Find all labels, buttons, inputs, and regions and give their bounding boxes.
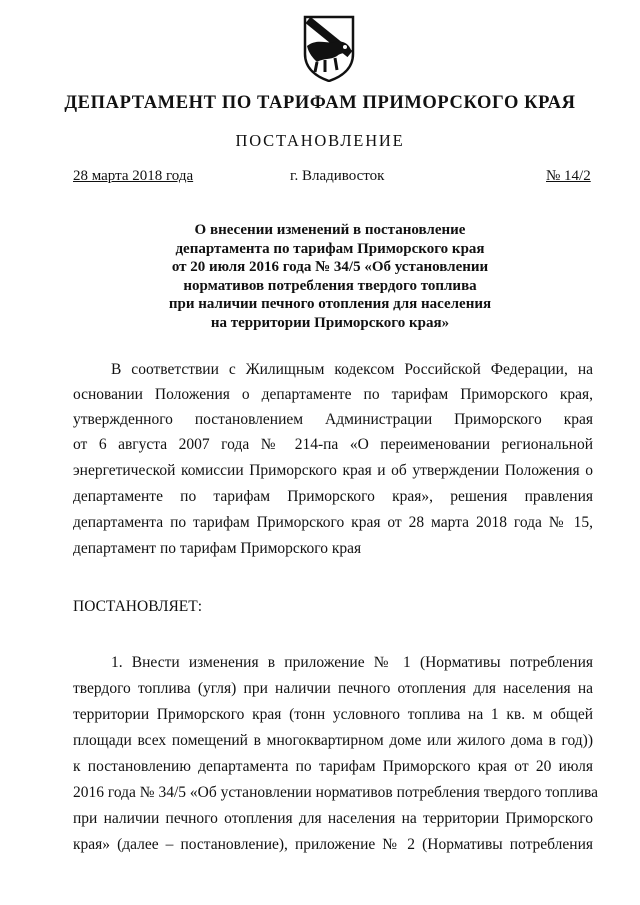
document-subject [150,221,510,332]
preamble-line: департамент по тарифам Приморского края [73,540,362,557]
document-type: ПОСТАНОВЛЕНИЕ [235,131,405,150]
clause-line: к постановлению департамента по тарифам Приморского края от 20 июля [73,758,593,775]
subject-line: от 20 июля 2016 года № 34/5 «Об установлении [171,259,489,275]
clause-line: края» (далее – постановление), приложение № 2 (Нормативы потребления [73,836,593,853]
clause-line: площади всех помещений в многоквартирном доме или жилого дома в год)) [73,732,593,749]
clause-line: твердого топлива (угля) при наличии печного отопления для населения на [73,680,593,697]
document-date: 28 марта 2018 года [73,168,194,184]
clause-line: территории Приморского края (тонн условного топлива на 1 кв. м общей [73,706,593,723]
preamble-line: В соответствии с Жилищным кодексом Российской Федерации, на [111,361,593,378]
preamble-line: от 6 августа 2007 года № 214-па «О переименовании региональной [73,436,593,453]
clause-line: при наличии печного отопления для населения на территории Приморского [73,810,593,827]
clause-line: 2016 года № 34/5 «Об установлении нормативов потребления твердого топлива [73,784,599,801]
resolves-label: ПОСТАНОВЛЯЕТ: [73,598,203,615]
subject-line: при наличии печного отопления для населения [168,296,492,312]
preamble-line: департаменте по тарифам Приморского края», решения правления [73,488,593,505]
clause-line: 1. Внести изменения в приложение № 1 (Нормативы потребления [111,654,593,671]
subject-line: нормативов потребления твердого топлива [183,277,477,294]
preamble-line: утвержденного постановлением Администрации Приморского края [73,411,593,428]
coat-of-arms-icon [301,14,357,82]
subject-line: на территории Приморского края» [210,314,450,331]
preamble-line: основании Положения о департаменте по тарифам Приморского края, [73,386,593,403]
preamble-line: департамента по тарифам Приморского края от 28 марта 2018 года № 15, [73,514,593,531]
preamble-line: энергетической комиссии Приморского края и об утверждении Положения о [73,462,593,479]
department-title: ДЕПАРТАМЕНТ ПО ТАРИФАМ ПРИМОРСКОГО КРАЯ [64,93,576,113]
document-city: г. Владивосток [290,168,385,184]
document-number: № 14/2 [546,168,591,184]
subject-line: О внесении изменений в постановление [194,222,466,238]
subject-line: департамента по тарифам Приморского края [175,240,485,257]
